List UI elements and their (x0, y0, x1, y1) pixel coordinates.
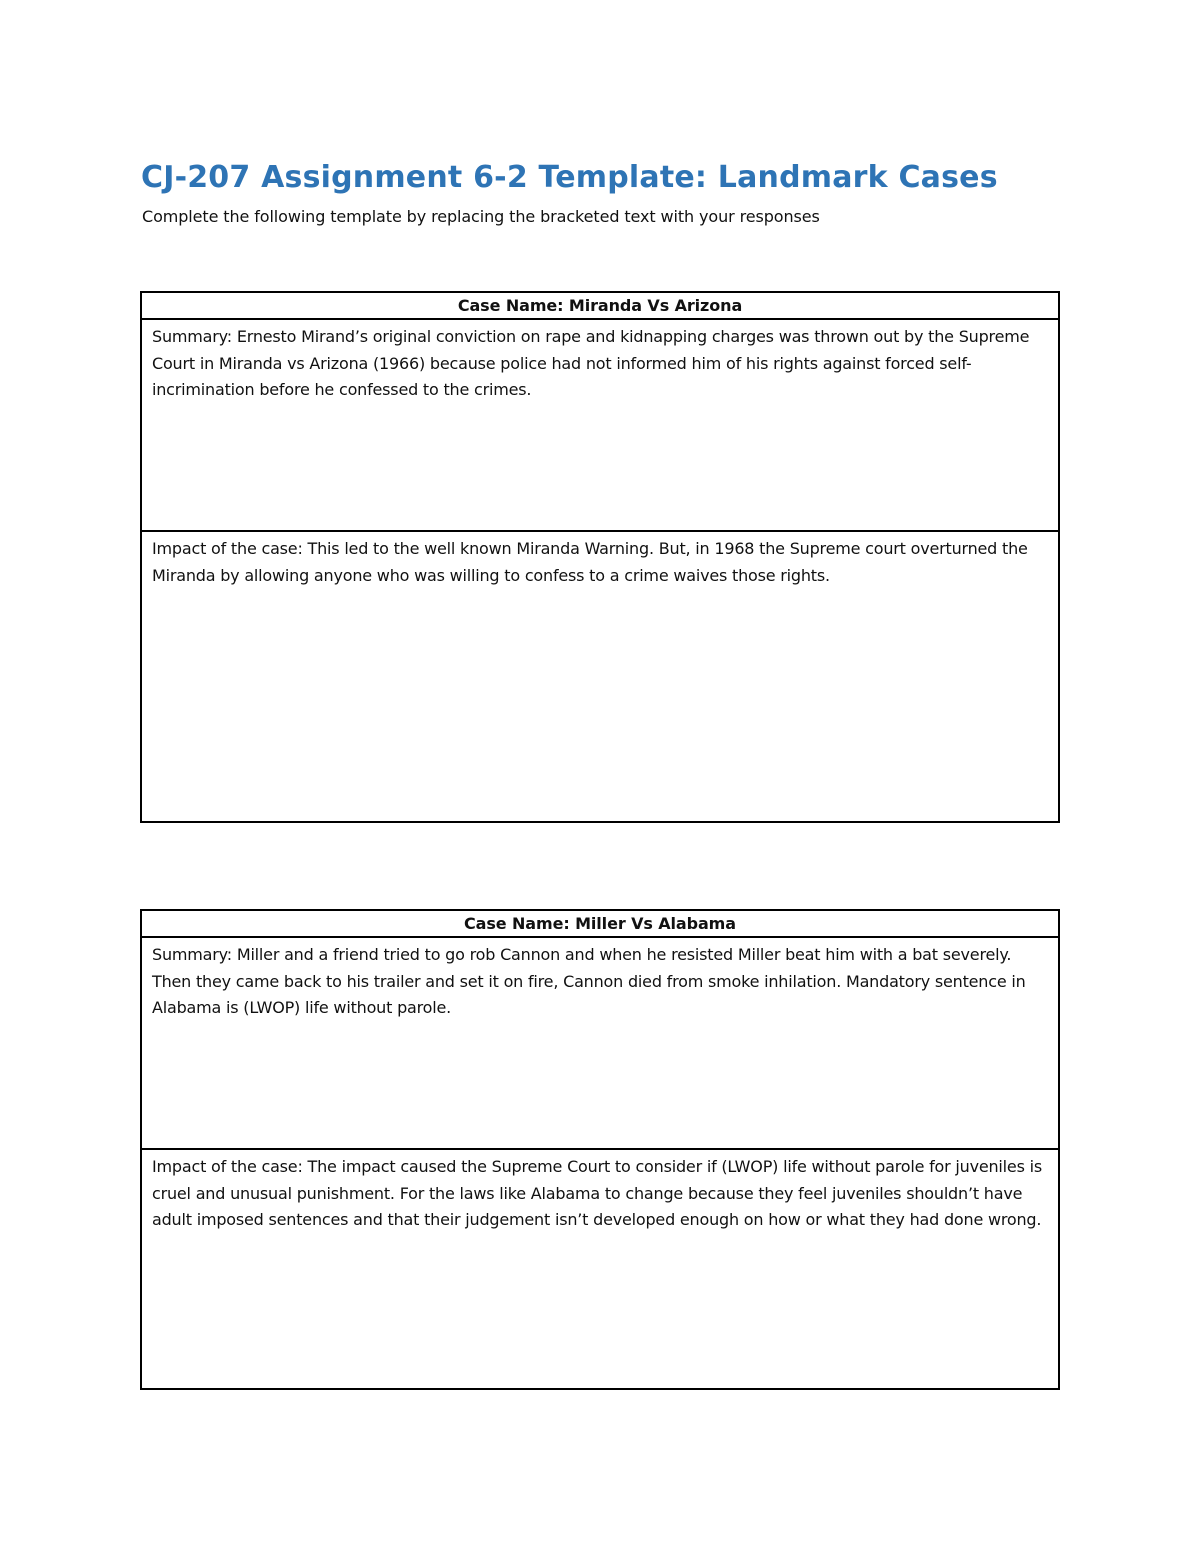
case-name-cell: Case Name: Miller Vs Alabama (142, 911, 1058, 938)
case-impact-cell[interactable]: Impact of the case: This led to the well known Miranda Warning. But, in 1968 the Supreme court overturned the Miranda by allowing anyone who was willing to confess to a crime waives those rights. (152, 539, 1028, 585)
document-title: CJ-207 Assignment 6-2 Template: Landmark Cases (141, 160, 998, 195)
case-table-miller (140, 909, 1060, 1390)
case-summary-cell[interactable]: Summary: Miller and a friend tried to go rob Cannon and when he resisted Miller beat him with a bat severely. Then they came back to his trailer and set it on fire, Cannon died from smoke inhilation. Mandatory sentence in Alabama is (LWOP) life without parole. (142, 938, 1058, 1150)
case-table-miranda (140, 291, 1060, 823)
document-instructions: Complete the following template by replacing the bracketed text with your responses (142, 207, 820, 226)
case-summary-cell[interactable]: Summary: Ernesto Mirand’s original conviction on rape and kidnapping charges was thrown out by the Supreme Court in Miranda vs Arizona (1966) because police had not informed him of his rights against forced self-incrimination before he confessed to the crimes. (142, 320, 1058, 532)
case-impact-cell[interactable]: Impact of the case: The impact caused the Supreme Court to consider if (LWOP) life without parole for juveniles is cruel and unusual punishment. For the laws like Alabama to change because they feel juveniles shouldn’t have adult imposed sentences and that their judgement isn’t developed enough on how or what they had done wrong. (152, 1157, 1042, 1229)
case-name-cell: Case Name: Miranda Vs Arizona (142, 293, 1058, 320)
